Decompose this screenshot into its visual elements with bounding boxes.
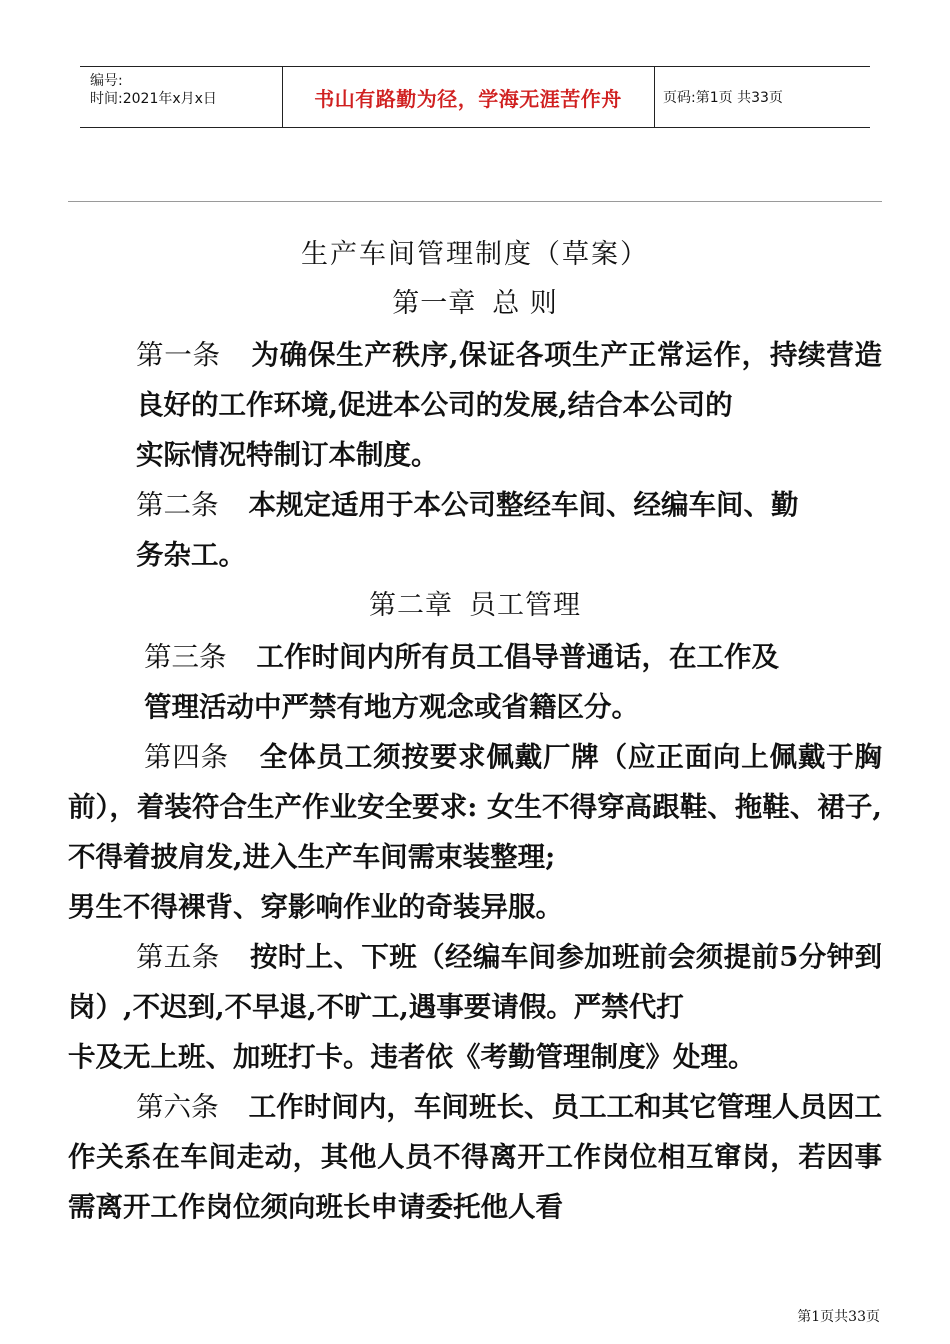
article-number: 第六条 <box>136 1091 219 1123</box>
article-text-tail: 务杂工。 <box>136 539 246 571</box>
page-header <box>80 66 870 128</box>
chapter-name: 员工管理 <box>469 590 581 621</box>
header-page-label: 页码:第1页 共33页 <box>663 90 783 106</box>
header-motto: 书山有路勤为径，学海无涯苦作舟 <box>314 86 622 111</box>
header-divider-right <box>654 66 655 128</box>
article-text-tail: 实际情况特制订本制度。 <box>136 439 439 471</box>
article <box>68 480 882 580</box>
chapter-number: 第一章 <box>392 288 477 319</box>
article-text: 按时上、下班（经编车间参加班前会须提前5分钟到岗）,不迟到,不早退,不旷工,遇事要请假。严禁代打 <box>68 941 883 1023</box>
article-text: 全体员工须按要求佩戴厂牌（应正面向上佩戴于胸前），着装符合生产作业安全要求: 女生不得穿高跟鞋、拖鞋、裙子,不得着披肩发,进入生产车间需束装整理; <box>68 741 883 873</box>
article-number: 第一条 <box>136 339 221 371</box>
chapter-number: 第二章 <box>369 590 453 621</box>
article <box>68 1082 882 1232</box>
article-text: 工作时间内所有员工倡导普通话，在工作及 <box>256 641 779 673</box>
number-label: 编号: <box>90 73 123 89</box>
header-meta <box>90 72 280 108</box>
article-number: 第三条 <box>144 641 227 673</box>
article <box>68 330 882 480</box>
article-text-tail: 男生不得裸背、穿影响作业的奇装异服。 <box>68 891 563 923</box>
article-text: 工作时间内，车间班长、员工工和其它管理人员因工作关系在车间走动，其他人员不得离开工作岗位相互窜岗，若因事需离开工作岗位须向班长申请委托他人看 <box>68 1091 883 1223</box>
article <box>68 932 882 1082</box>
document-body <box>68 232 882 1232</box>
article-text: 为确保生产秩序,保证各项生产正常运作，持续营造良好的工作环境,促进本公司的发展,结合本公司的 <box>136 339 882 421</box>
article-text-tail: 管理活动中严禁有地方观念或省籍区分。 <box>144 691 639 723</box>
article-text: 本规定适用于本公司整经车间、经编车间、勤 <box>248 489 799 521</box>
time-label: 时间:2021年x月x日 <box>90 91 217 107</box>
chapter-heading <box>68 278 882 330</box>
document-title: 生产车间管理制度（草案） <box>301 239 649 270</box>
page-footer: 第1页共33页 <box>797 1309 880 1325</box>
article-number: 第二条 <box>136 489 219 521</box>
article-text-tail: 卡及无上班、加班打卡。违者依《考勤管理制度》处理。 <box>68 1041 756 1073</box>
article <box>68 732 882 932</box>
article-number: 第五条 <box>136 941 220 973</box>
article-number: 第四条 <box>144 741 229 773</box>
header-separator <box>68 201 882 202</box>
chapter-heading <box>68 580 882 632</box>
article <box>68 632 882 732</box>
chapter-name: 总 则 <box>492 288 558 319</box>
